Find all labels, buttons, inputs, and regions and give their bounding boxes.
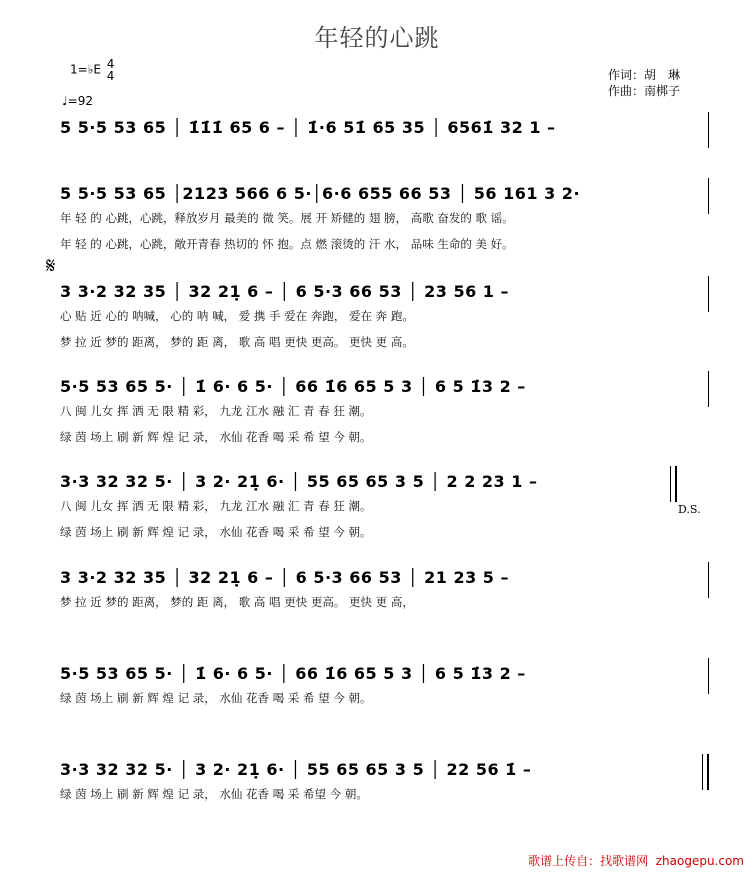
lyric-line: 梦 拉 近 梦的 距离， 梦的 距 离， 歌 高 唱 更快 更高。 更快 更 高，	[60, 595, 414, 609]
segno-icon: 𝄋	[46, 254, 56, 279]
end-barline	[708, 658, 709, 694]
end-barline	[702, 754, 703, 790]
notation-line: 5 5·5 53 65 │2123 566 6 5·│6·6 655 66 53 │ 56 161 3 2·	[60, 184, 581, 203]
ds-mark: D.S.	[678, 503, 701, 516]
notation-line: 5 5·5 53 65 │ 1̇1̇1̇ 65 6 – │ 1̇·6 51̇ 65 35 │ 6561̇ 32 1 –	[60, 118, 556, 137]
lyric-line: 梦 拉 近 梦的 距离， 梦的 距 离， 歌 高 唱 更快 更高。 更快 更 高。	[60, 335, 414, 349]
lyric-line: 年 轻 的 心跳，心跳，敞开青春 热切的 怀 抱。点 燃 滚烫的 汗 水， 品味 生命的 美 好。	[60, 237, 514, 251]
flat-sign: ♭	[87, 62, 94, 77]
notation-line: 3 3·2 32 35 │ 32 21̣ 6 – │ 6 5·3 66 53 │ 21 23 5 –	[60, 568, 510, 587]
end-barline	[708, 371, 709, 407]
lyric-line: 八 闽 儿女 挥 洒 无 限 精 彩， 九龙 江水 融 汇 青 春 狂 潮。	[60, 499, 372, 513]
end-barline	[670, 466, 671, 502]
source-footer	[528, 852, 744, 869]
end-barline	[708, 112, 709, 148]
lyric-line: 绿 茵 场上 刷 新 辉 煌 记 录， 水仙 花香 喝 采 希望 今 朝。	[60, 787, 368, 801]
time-signature	[107, 58, 115, 82]
key-signature	[70, 58, 114, 82]
footer-site[interactable]: 找歌谱网	[600, 854, 649, 868]
lyric-line: 年 轻 的 心跳，心跳，释放岁月 最美的 微 笑。展 开 矫健的 翅 膀， 高歌 奋发的 歌 谣。	[60, 211, 514, 225]
lyric-line: 绿 茵 场上 刷 新 辉 煌 记 录， 水仙 花香 喝 采 希 望 今 朝。	[60, 525, 372, 539]
notation-line: 3·3 32 32 5· │ 3 2· 21̣ 6· │ 55 65 65 3 5 │ 2 2 23 1 –	[60, 472, 538, 491]
time-top: 4	[106, 57, 115, 71]
key-note: E	[93, 62, 101, 77]
tempo-mark: ♩=92	[62, 94, 93, 108]
notation-line: 5·5 53 65 5· │ 1̇ 6· 6 5· │ 66 1̇6 65 5 3 │ 6 5 1̇3 2 –	[60, 664, 526, 683]
composer-credit: 作曲：南梆子	[608, 84, 681, 98]
lyric-line: 绿 茵 场上 刷 新 辉 煌 记 录， 水仙 花香 喝 采 希 望 今 朝。	[60, 430, 372, 444]
lyric-line: 八 闽 儿女 挥 洒 无 限 精 彩， 九龙 江水 融 汇 青 春 狂 潮。	[60, 404, 372, 418]
lyric-line: 心 贴 近 心的 呐喊， 心的 呐 喊， 爱 携 手 爱在 奔跑， 爱在 奔 跑。	[60, 309, 414, 323]
final-barline	[675, 466, 677, 502]
page-title: 年轻的心跳	[314, 24, 440, 52]
footer-url[interactable]: zhaogepu.com	[655, 854, 744, 868]
end-barline	[708, 178, 709, 214]
notation-line: 3 3·2 32 35 │ 32 21̣ 6 – │ 6 5·3 66 53 │ 23 56 1 –	[60, 282, 510, 301]
notation-line: 3·3 32 32 5· │ 3 2· 21̣ 6· │ 55 65 65 3 5 │ 22 56 1̇ –	[60, 760, 532, 779]
lyricist-credit: 作词：胡 琳	[608, 68, 681, 82]
key-prefix: 1=	[70, 62, 88, 77]
final-barline	[707, 754, 709, 790]
lyric-line: 绿 茵 场上 刷 新 辉 煌 记 录， 水仙 花香 喝 采 希 望 今 朝。	[60, 691, 372, 705]
notation-line: 5·5 53 65 5· │ 1̇ 6· 6 5· │ 66 1̇6 65 5 3 │ 6 5 1̇3 2 –	[60, 377, 526, 396]
time-bottom: 4	[106, 69, 115, 83]
footer-label: 歌谱上传自：	[528, 854, 601, 868]
end-barline	[708, 276, 709, 312]
end-barline	[708, 562, 709, 598]
